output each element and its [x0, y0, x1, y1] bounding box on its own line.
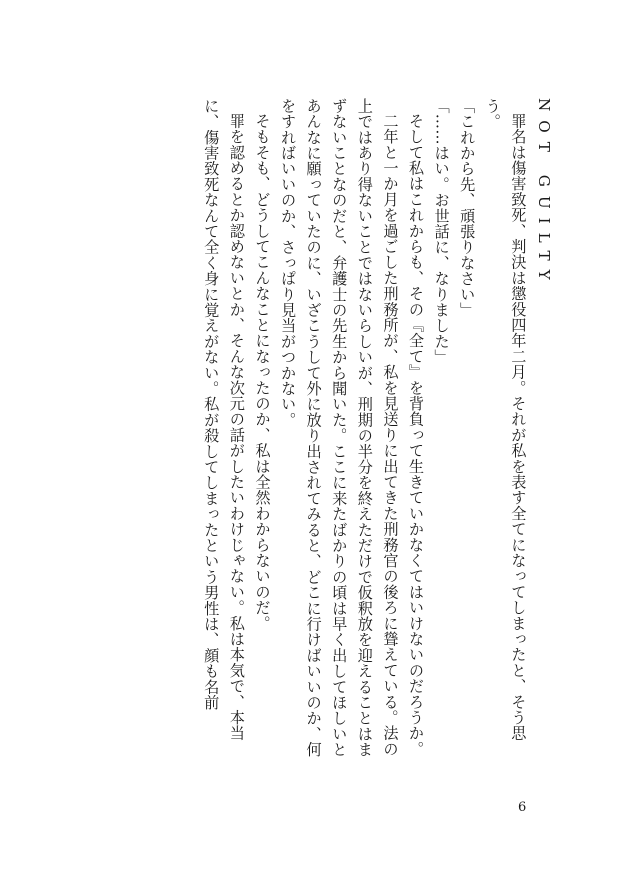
- paragraph: そもそも、どうしてこんなことになったのか、私は全然わからないのだ。: [253, 113, 272, 632]
- vertical-body-text: [136, 98, 556, 768]
- paragraph: 二年と一か月を過ごした刑務所が、私を見送りに出てきた刑務官の後ろに聳えている。法の上ではあり得ないことではないらしいが、刑期の半分を終えただけで仮釈放を迎えることはまずないことなのだと、弁護士の先生から聞いた。ここに来たばかりの頃は早く出してほしいとあんなに願っていたのに、いざこうして外に放り出されてみると、どこに行けばいいのか、何をすればいいのか、さっぱり見当がつかない。: [279, 98, 400, 758]
- dialogue-line: 「これから先、頑張りなさい」: [458, 98, 477, 318]
- paragraph: そして私はこれからも、その『全て』を背負って生きていかなくてはいけないのだろうか。: [407, 113, 426, 757]
- page-number: 6: [518, 800, 527, 815]
- dialogue-line: 「……はい。お世話に、なりました」: [432, 98, 451, 365]
- chapter-title: NOT GUILTY: [535, 98, 553, 289]
- paragraph: 罪名は傷害致死、判決は懲役四年二月。それが私を表す全てになってしまったと、そう思う。: [483, 98, 528, 742]
- paragraph: 罪を認めるとか認めないとか、そんな次元の話がしたいわけじゃない。私は本気で、本当に、傷害致死なんて全く身に覚えがない。私が殺してしまったという男性は、顔も名前: [202, 98, 246, 742]
